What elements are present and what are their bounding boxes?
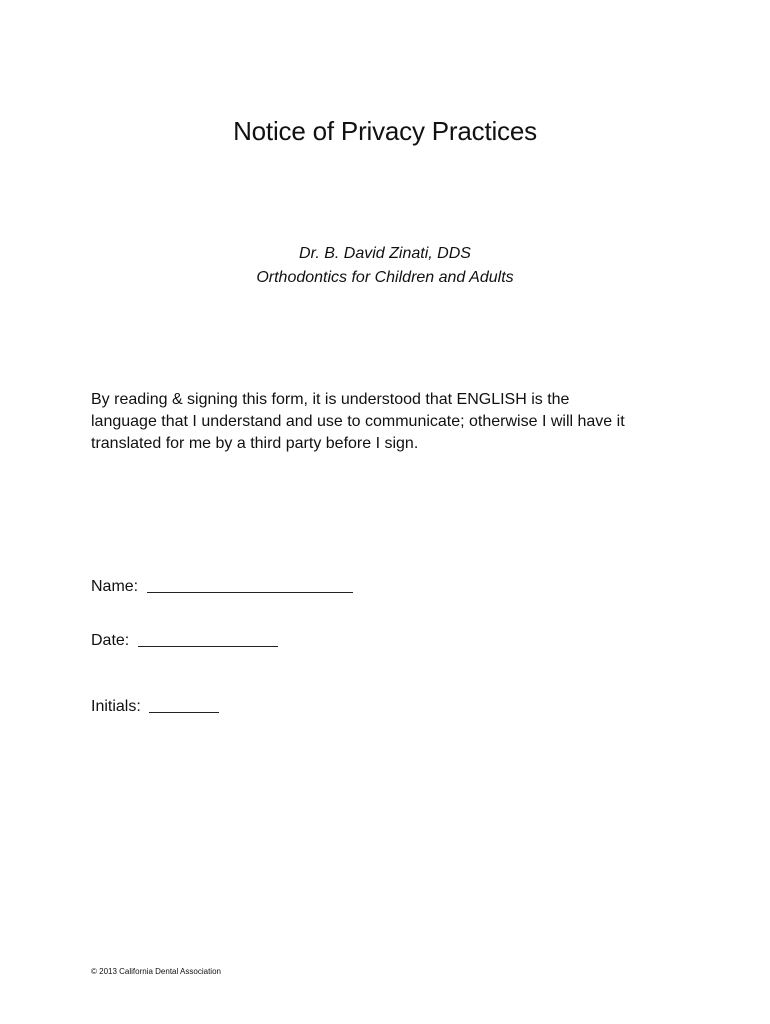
document-title: Notice of Privacy Practices [233,116,537,146]
language-statement [91,389,711,455]
name-label: Name: [91,578,139,595]
initials-field[interactable] [149,698,219,713]
statement-line-3: translated for me by a third party before I sign. [91,435,419,452]
statement-line-1: By reading & signing this form, it is understood that ENGLISH is the [91,391,570,408]
practice-header [0,242,770,290]
initials-field-row [91,696,219,717]
name-field-row [91,576,353,597]
date-field[interactable] [138,632,278,647]
date-label: Date: [91,632,130,649]
statement-line-2: language that I understand and use to communicate; otherwise I will have it [91,413,625,430]
initials-label: Initials: [91,698,141,715]
date-field-row [91,630,278,651]
practice-tagline: Orthodontics for Children and Adults [256,269,514,286]
name-field[interactable] [147,578,353,593]
copyright-footer: © 2013 California Dental Association [91,967,221,976]
practice-name: Dr. B. David Zinati, DDS [299,245,471,262]
